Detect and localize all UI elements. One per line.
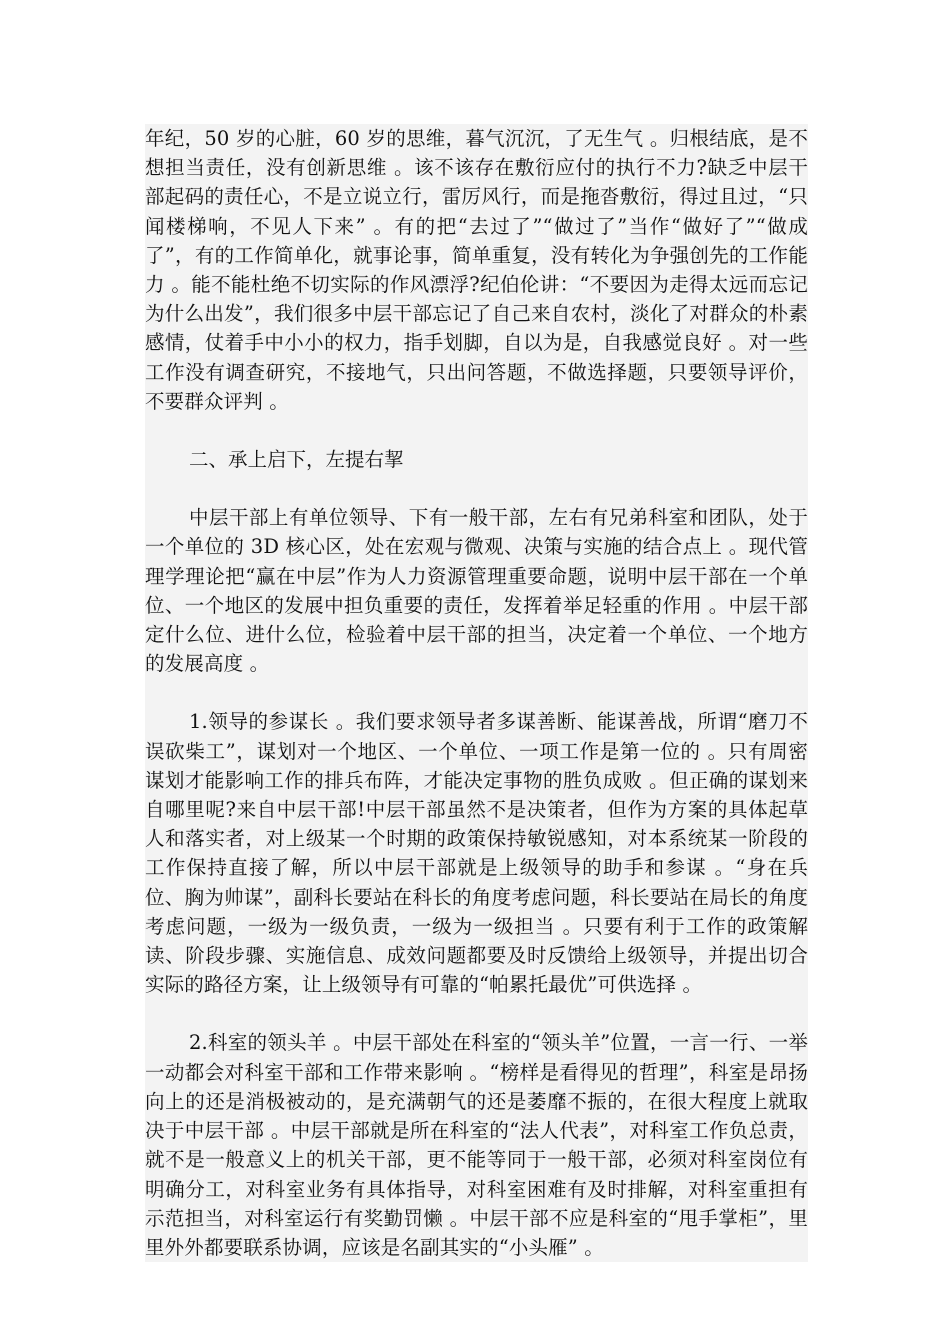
paragraph-bellwether: 2.科室的领头羊 。中层干部处在科室的“领头羊”位置，一言一行、一举一动都会对科室干部和工作带来影响 。“榜样是看得见的哲理”，科室是昂扬向上的还是消极被动的，是充满朝气的还是萎靡不振的，在很大程度上就取决于中层干部 。中层干部就是所在科室的“法人代表”，对科室工作负总责，就不是一般意义上的机关干部，更不能等同于一般干部，必须对科室岗位有明确分工，对科室业务有具体指导，对科室困难有及时排解，对科室重担有示范担当，对科室运行有奖勤罚懒 。中层干部不应是科室的“甩手掌柜”，里里外外都要联系协调，应该是名副其实的“小头雁” 。: [145, 1031, 808, 1259]
document-text-block: [145, 124, 808, 1262]
paragraph-gap: [145, 999, 808, 1028]
section-heading: 二、承上启下，左提右挈: [189, 448, 404, 472]
paragraph-gap: [145, 416, 808, 445]
paragraph-continuation: 年纪，50 岁的心脏，60 岁的思维，暮气沉沉，了无生气 。归根结底，是不想担当责任，没有创新思维 。该不该存在敷衍应付的执行不力?缺乏中层干部起码的责任心，不是立说立行，雷厉风行，而是拖沓敷衍，得过且过，“只闻楼梯响，不见人下来” 。有的把“去过了”“做过了”当作“做好了”“做成了”，有的工作简单化，就事论事，简单重复，没有转化为争强创先的工作能力 。能不能杜绝不切实际的作风漂浮?纪伯伦讲：“不要因为走得太远而忘记为什么出发”，我们很多中层干部忘记了自己来自农村，淡化了对群众的朴素感情，仗着手中小小的权力，指手划脚，自以为是，自我感觉良好 。对一些工作没有调查研究，不接地气，只出问答题，不做选择题，只要领导评价，不要群众评判 。: [145, 127, 808, 413]
paragraph-gap: [145, 678, 808, 707]
paragraph-chief-of-staff: 1.领导的参谋长 。我们要求领导者多谋善断、能谋善战，所谓“磨刀不误砍柴工”，谋划对一个地区、一个单位、一项工作是第一位的 。只有周密谋划才能影响工作的排兵布阵，才能决定事物的胜负成败 。但正确的谋划来自哪里呢?来自中层干部!中层干部虽然不是决策者，但作为方案的具体起草人和落实者，对上级某一个时期的政策保持敏锐感知，对本系统某一阶段的工作保持直接了解，所以中层干部就是上级领导的助手和参谋 。“身在兵位、胸为帅谋”，副科长要站在科长的角度考虑问题，科长要站在局长的角度考虑问题，一级为一级负责，一级为一级担当 。只要有利于工作的政策解读、阶段步骤、实施信息、成效问题都要及时反馈给上级领导，并提出切合实际的路径方案，让上级领导有可靠的“帕累托最优”可供选择 。: [145, 710, 808, 997]
paragraph-gap: [145, 474, 808, 503]
paragraph-middle-cadres: 中层干部上有单位领导、下有一般干部，左右有兄弟科室和团队，处于一个单位的 3D 核心区，处在宏观与微观、决策与实施的结合点上 。现代管理学理论把“赢在中层”作为人力资源管理重要命题，说明中层干部在一个单位、一个地区的发展中担负重要的责任，发挥着举足轻重的作用 。中层干部定什么位、进什么位，检验着中层干部的担当，决定着一个单位、一个地方的发展高度 。: [145, 506, 808, 676]
